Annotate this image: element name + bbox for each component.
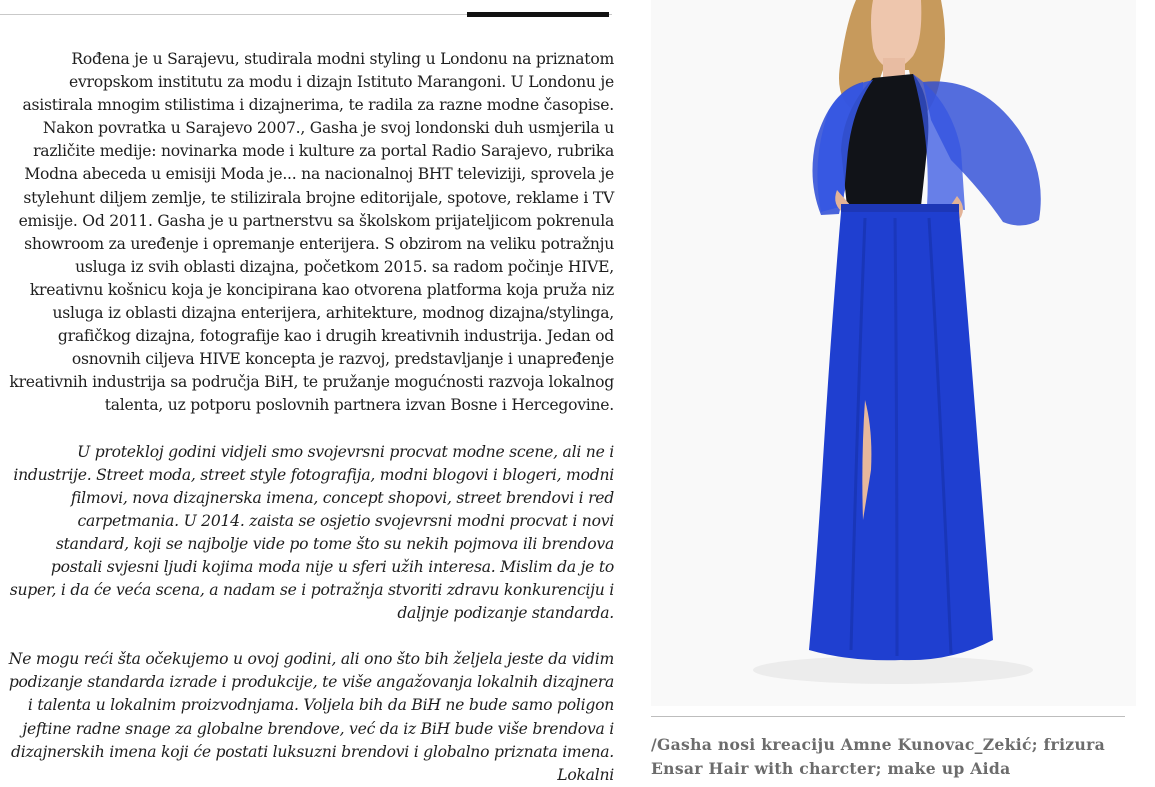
photo-caption: /Gasha nosi kreaciju Amne Kunovac_Zekić; frizura Ensar Hair with charcter; make up Aida	[651, 735, 1106, 778]
article-paragraph-quote-1: U protekloj godini vidjeli smo svojevrsni procvat modne scene, ali ne i industrije. Street moda, street style fotografija, modni blogovi i blogeri, modni filmovi, nova dizajnerska imena, concept shopovi, street brendovi i red carpetmania. U 2014. zaista se osjetio svojevrsni modni procvat i novi standard, koji se najbolje vide po tome što su nekih pojmova ili brendova postali svjesni ljudi kojima moda nije u sferi užih interesa. Mislim da je to super, i da će veća scena, a nadam se i potražnja stvoriti zdravu konkurenciju i daljnje podizanje standarda.	[9, 442, 614, 623]
fashion-photo	[651, 0, 1136, 706]
caption-divider	[651, 716, 1125, 717]
article-paragraph-quote-2: Ne mogu reći šta očekujemo u ovoj godini, ali ono što bih željela jeste da vidim podizanje standarda izrade i produkcije, te više angažovanja lokalnih dizajnera i talenta u lokalnim proizvodnjama. Voljela bih da BiH ne bude samo poligon jeftine radne snage za globalne brendove, već da iz BiH bude više brendova i dizajnerskih imena koji će postati luksuzni brendovi i globalno priznata imena. Lokalni	[8, 650, 614, 784]
top-accent-bar	[467, 12, 609, 17]
article-paragraph-bio: Rođena je u Sarajevu, studirala modni styling u Londonu na priznatom evropskom institutu za modu i dizajn Istituto Marangoni. U Londonu je asistirala mnogim stilistima i dizajnerima, te radila za razne modne časopise. Nakon povratka u Sarajevo 2007., Gasha je svoj londonski duh usmjerila u različite medije: novinarka mode i kulture za portal Radio Sarajevo, rubrika Modna abeceda u emisiji Moda je... na nacionalnoj BHT televiziji, sprovela je stylehunt diljem zemlje, te stilizirala brojne editorijale, spotove, reklame i TV emisije. Od 2011. Gasha je u partnerstvu sa školskom prijateljicom pokrenula showroom za uređenje i opremanje enterijera. S obzirom na veliku potražnju usluga iz svih oblasti dizajna, početkom 2015. sa radom počinje HIVE, kreativnu košnicu koja je koncipirana kao otvorena platforma koja pruža niz usluga iz oblasti dizajna enterijera, arhitekture, modnog dizajna/stylinga, grafičkog dizajna, fotografije kao i drugih kreativnih industrija. Jedan od osnovnih ciljeva HIVE koncepta je razvoj, predstavljanje i unapređenje kreativnih industrija sa područja BiH, te pružanje mogućnosti razvoja lokalnog talenta, uz potporu poslovnih partnera izvan Bosne i Hercegovine.	[9, 50, 614, 415]
model-illustration	[651, 0, 1136, 706]
article-body	[4, 48, 614, 787]
